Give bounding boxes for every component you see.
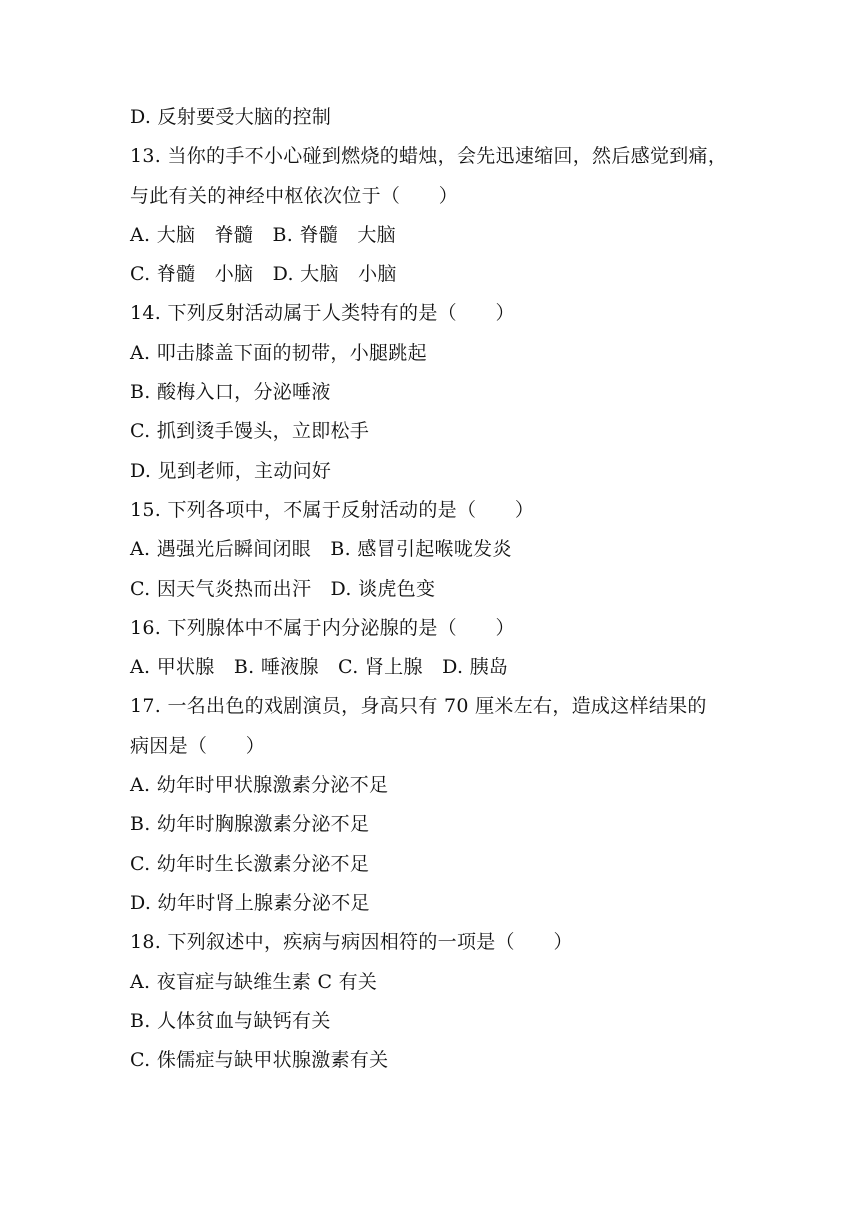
option-line: D. 见到老师，主动问好 xyxy=(130,459,332,482)
option-line: B. 酸梅入口，分泌唾液 xyxy=(130,381,331,404)
question-line: 病因是（ ） xyxy=(130,734,266,757)
question-line: 15. 下列各项中，不属于反射活动的是（ ） xyxy=(130,498,535,521)
option-line: B. 人体贫血与缺钙有关 xyxy=(130,1009,331,1032)
option-line: A. 夜盲症与缺维生素 C 有关 xyxy=(130,970,378,993)
option-line: C. 因天气炎热而出汗 D. 谈虎色变 xyxy=(130,577,436,600)
option-line: A. 幼年时甲状腺激素分泌不足 xyxy=(130,774,389,797)
question-line: 14. 下列反射活动属于人类特有的是（ ） xyxy=(130,302,515,325)
option-line: A. 叩击膝盖下面的韧带，小腿跳起 xyxy=(130,341,427,364)
question-line: 16. 下列腺体中不属于内分泌腺的是（ ） xyxy=(130,616,515,639)
question-line: 与此有关的神经中枢依次位于（ ） xyxy=(130,184,459,207)
question-line: 18. 下列叙述中，疾病与病因相符的一项是（ ） xyxy=(130,931,573,954)
option-line: C. 脊髓 小脑 D. 大脑 小脑 xyxy=(130,263,397,286)
option-line: A. 大脑 脊髓 B. 脊髓 大脑 xyxy=(130,223,396,246)
question-line: 13. 当你的手不小心碰到燃烧的蜡烛，会先迅速缩回，然后感觉到痛， xyxy=(130,145,728,168)
option-line: C. 侏儒症与缺甲状腺激素有关 xyxy=(130,1049,389,1072)
option-line: D. 反射要受大脑的控制 xyxy=(130,106,332,128)
option-line: D. 幼年时肾上腺素分泌不足 xyxy=(130,891,370,914)
option-line: C. 抓到烫手馒头，立即松手 xyxy=(130,420,370,443)
question-line: 17. 一名出色的戏剧演员，身高只有 70 厘米左右，造成这样结果的 xyxy=(130,695,707,718)
option-line: C. 幼年时生长激素分泌不足 xyxy=(130,852,370,875)
option-line: A. 甲状腺 B. 唾液腺 C. 肾上腺 D. 胰岛 xyxy=(130,656,509,679)
option-line: B. 幼年时胸腺激素分泌不足 xyxy=(130,813,370,836)
option-line: A. 遇强光后瞬间闭眼 B. 感冒引起喉咙发炎 xyxy=(130,538,512,561)
document-page xyxy=(130,98,750,1080)
